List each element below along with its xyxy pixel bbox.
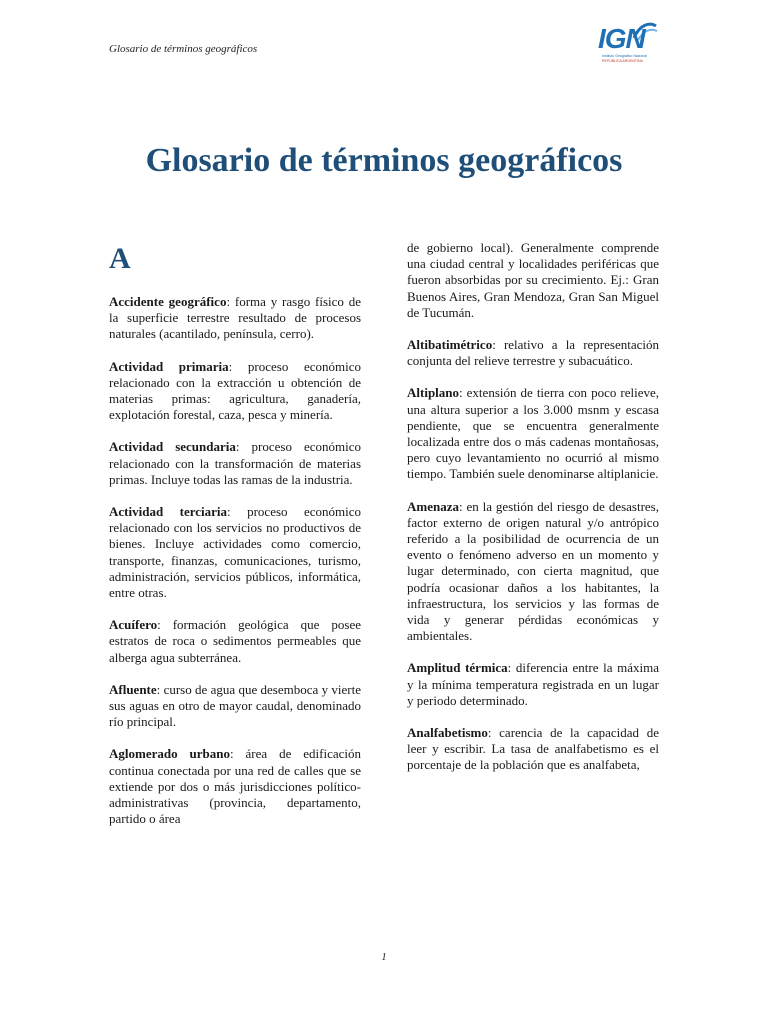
glossary-entry [109,359,361,424]
entry-term: Altiplano [407,385,460,401]
glossary-entry [109,746,361,827]
glossary-entry [407,337,659,369]
running-header: Glosario de términos geográficos [109,43,258,55]
entry-definition: : curso de agua que desemboca y vierte sus aguas en otro de mayor caudal, denominado río principal. [109,681,361,730]
page-number: 1 [381,952,387,963]
entry-term: Actividad primaria [109,358,229,374]
entry-definition: : proceso económico relacionado con la transformación de materias primas. Incluye todas las ramas de la industria. [109,439,362,487]
page-title: Glosario de términos geográficos [145,142,623,179]
right-entry-list [407,337,659,774]
glossary-entry [407,385,659,482]
entry-definition: : diferencia entre la máxima y la mínima temperatura registrada en un lugar y periodo determinado. [407,660,659,708]
entry-definition: : relativo a la representación conjunta del relieve terrestre y subacuático. [407,337,659,369]
entry-term: Actividad secundaria [109,439,236,455]
logo-line1: Instituto Geográfico Nacional [602,54,647,58]
entry-definition: : extensión de tierra con poco relieve, una altura superior a los 3.000 msnm y escasa pendiente, que se encuentra generalmente localizada entre dos o más cadenas montañosas, pero cuyo levantamiento no ocurrió al mismo tiempo. También suele denominarse altiplanicie. [407,385,659,482]
glossary-entry [109,617,361,666]
entry-term: Aglomerado urbano [109,746,230,762]
left-entry-list [109,294,361,827]
logo-line2: REPÚBLICA ARGENTINA [602,59,643,63]
entry-term: Amplitud térmica [407,660,508,676]
glossary-entry [109,294,361,343]
entry-definition: : forma y rasgo físico de la superficie terrestre resultado de procesos naturales (acantilado, península, cerro). [109,294,362,342]
entry-definition: : proceso económico relacionado con la extracción u obtención de materias primas: agricultura, ganadería, explotación forestal, caza, pesca y minería. [109,358,361,423]
glossary-entry [407,660,659,709]
glossary-entry [109,682,361,731]
entry-term: Amenaza [407,498,459,514]
entry-definition: : proceso económico relacionado con los servicios no productivos de bienes. Incluye actividades como comercio, transporte, finanzas, comunicaciones, turismo, administración, servicios públicos, informática, entre otras. [109,504,362,601]
entry-definition: : carencia de la capacidad de leer y escribir. La tasa de analfabetismo es el porcentaje de la población que es analfabeta, [407,725,659,773]
entry-definition: : área de edificación continua conectada por una red de calles que se extiende por dos o más jurisdicciones político-administrativas (provincia, departamento, partido o área [109,746,362,827]
entry-term: Afluente [109,681,157,697]
glossary-entry [109,504,361,601]
entry-term: Accidente geográfico [109,294,227,309]
entry-definition: : en la gestión del riesgo de desastres, factor externo de origen natural y/o antrópico referido a la posibilidad de ocurrencia de un evento o fenómeno adverso en un momento y lugar determinado, con cierta magnitud, que podría ocasionar daños a los habitantes, la infraestructura, los servicios y las formas de vida y generar pérdidas económicas y ambientales. [407,498,659,644]
glossary-entry [407,499,659,645]
entry-term: Actividad terciaria [109,504,228,520]
glossary-entry [407,725,659,774]
entry-term: Altibatimétrico [407,337,493,353]
entry-term: Acuífero [109,617,158,633]
entry-definition: : formación geológica que posee estratos de roca o sedimentos permeables que alberga agua subterránea. [109,617,361,665]
left-column [109,240,361,843]
glossary-entry [109,439,361,488]
section-letter: A [109,242,131,275]
entry-continuation: de gobierno local). Generalmente comprende una ciudad central y localidades periféricas que fueron absorbidas por su crecimiento. Ej.: Gran Buenos Aires, Gran Mendoza, Gran San Miguel de Tucumán. [407,240,659,320]
right-column [407,240,659,790]
logo-brand: IGN [598,23,645,54]
ign-logo [598,24,660,70]
entry-term: Analfabetismo [407,725,488,741]
